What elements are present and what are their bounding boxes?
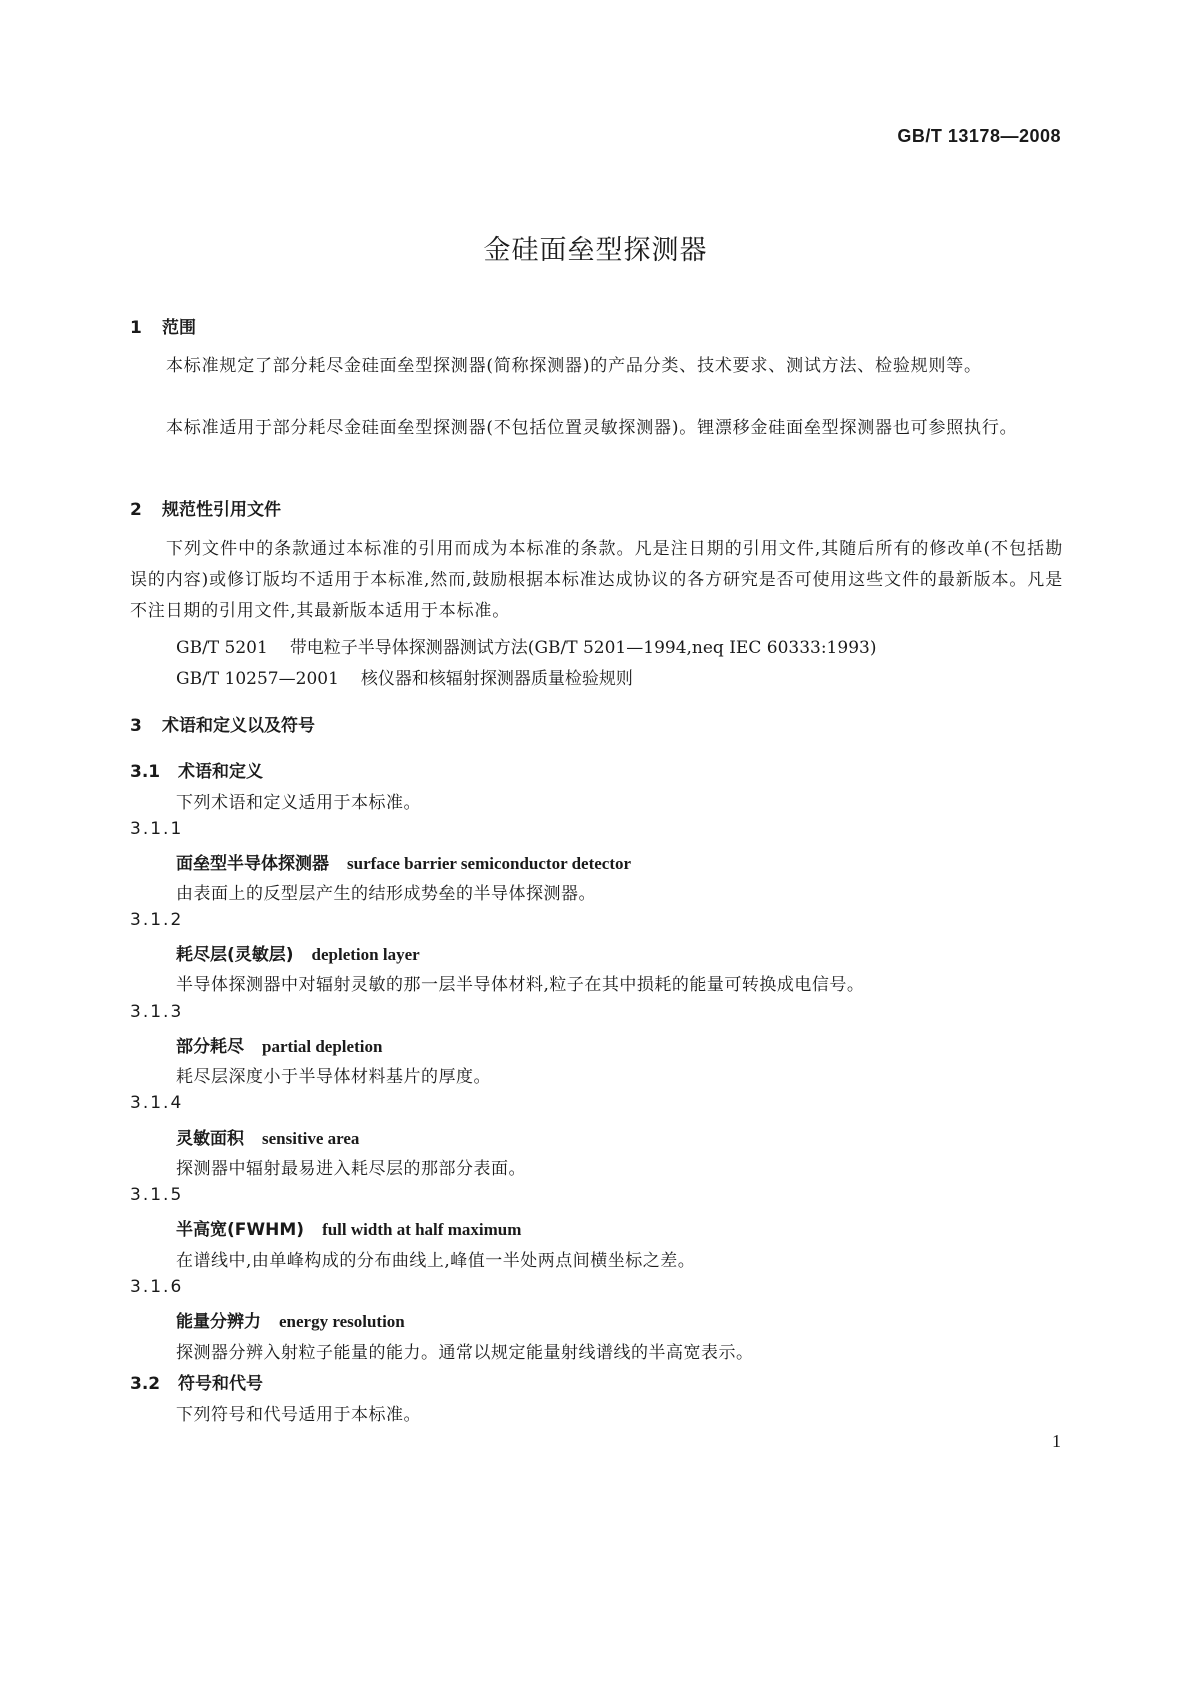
term-name (130, 1124, 1109, 1149)
reference-title: 带电粒子半导体探测器测试方法(GB/T 5201—1994,neq IEC 60333:1993) (289, 638, 877, 658)
section-1-heading (130, 313, 1063, 338)
term-name (130, 849, 1109, 874)
reference-code: GB/T 5201 (176, 638, 268, 658)
section-2-heading (130, 495, 1063, 520)
term-number: 3.1.2 (130, 910, 184, 930)
term-name-zh: 能量分辨力 (176, 1312, 261, 1332)
subsection-number: 3.2 (130, 1374, 161, 1394)
term-name (130, 1307, 1109, 1332)
term-name (130, 940, 1109, 965)
section-number: 2 (130, 500, 142, 520)
term-definition: 由表面上的反型层产生的结形成势垒的半导体探测器。 (176, 884, 596, 904)
reference-item (130, 633, 1109, 658)
subsection-title: 符号和代号 (178, 1374, 263, 1394)
section-number: 1 (130, 318, 142, 338)
section-title: 术语和定义以及符号 (162, 716, 315, 736)
section-1-paragraph-1: 本标准规定了部分耗尽金硅面垒型探测器(简称探测器)的产品分类、技术要求、测试方法、检验规则等。 (166, 356, 982, 376)
term-number: 3.1.5 (130, 1185, 184, 1205)
subsection-3-2-intro: 下列符号和代号适用于本标准。 (176, 1405, 421, 1425)
term-definition: 在谱线中,由单峰构成的分布曲线上,峰值一半处两点间横坐标之差。 (176, 1251, 696, 1271)
term-number: 3.1.6 (130, 1277, 184, 1297)
term-number: 3.1.1 (130, 819, 184, 839)
term-name-zh: 面垒型半导体探测器 (176, 854, 329, 874)
term-definition: 耗尽层深度小于半导体材料基片的厚度。 (176, 1067, 491, 1087)
term-name (130, 1215, 1109, 1240)
reference-code: GB/T 10257—2001 (176, 669, 339, 689)
reference-item (130, 664, 1109, 689)
term-number: 3.1.3 (130, 1002, 184, 1022)
standard-number: GB/T 13178—2008 (897, 126, 1061, 146)
term-definition: 探测器中辐射最易进入耗尽层的那部分表面。 (176, 1159, 526, 1179)
section-title: 规范性引用文件 (162, 500, 281, 520)
term-name-zh: 半高宽(FWHM) (176, 1220, 305, 1240)
term-name-zh: 部分耗尽 (176, 1037, 244, 1057)
reference-title: 核仪器和核辐射探测器质量检验规则 (360, 669, 633, 689)
term-name-zh: 耗尽层(灵敏层) (176, 945, 294, 965)
subsection-3-2-heading (130, 1369, 1063, 1394)
section-title: 范围 (162, 318, 196, 338)
subsection-title: 术语和定义 (178, 762, 263, 782)
term-name-en: full width at half maximum (322, 1220, 522, 1239)
subsection-3-1-intro: 下列术语和定义适用于本标准。 (176, 793, 421, 813)
section-2-paragraph: 下列文件中的条款通过本标准的引用而成为本标准的条款。凡是注日期的引用文件,其随后所有的修改单(不包括勘误的内容)或修订版均不适用于本标准,然而,鼓励根据本标准达成协议的各方研究是否可使用这些文件的最新版本。凡是不注日期的引用文件,其最新版本适用于本标准。 (130, 539, 1063, 621)
term-definition: 半导体探测器中对辐射灵敏的那一层半导体材料,粒子在其中损耗的能量可转换成电信号。 (176, 975, 865, 995)
page-number: 1 (1052, 1431, 1061, 1451)
term-name (130, 1032, 1109, 1057)
term-name-en: depletion layer (311, 945, 420, 964)
document-title: 金硅面垒型探测器 (483, 235, 708, 266)
subsection-3-1-heading (130, 757, 1063, 782)
subsection-number: 3.1 (130, 762, 161, 782)
term-definition: 探测器分辨入射粒子能量的能力。通常以规定能量射线谱线的半高宽表示。 (176, 1343, 754, 1363)
term-number: 3.1.4 (130, 1093, 184, 1113)
term-name-en: surface barrier semiconductor detector (347, 854, 632, 873)
term-name-en: sensitive area (262, 1129, 360, 1148)
term-name-zh: 灵敏面积 (176, 1129, 244, 1149)
section-number: 3 (130, 716, 142, 736)
term-name-en: partial depletion (262, 1037, 383, 1056)
term-name-en: energy resolution (279, 1312, 405, 1331)
section-3-heading (130, 711, 1063, 736)
section-1-paragraph-2: 本标准适用于部分耗尽金硅面垒型探测器(不包括位置灵敏探测器)。锂漂移金硅面垒型探测器也可参照执行。 (166, 418, 1018, 438)
